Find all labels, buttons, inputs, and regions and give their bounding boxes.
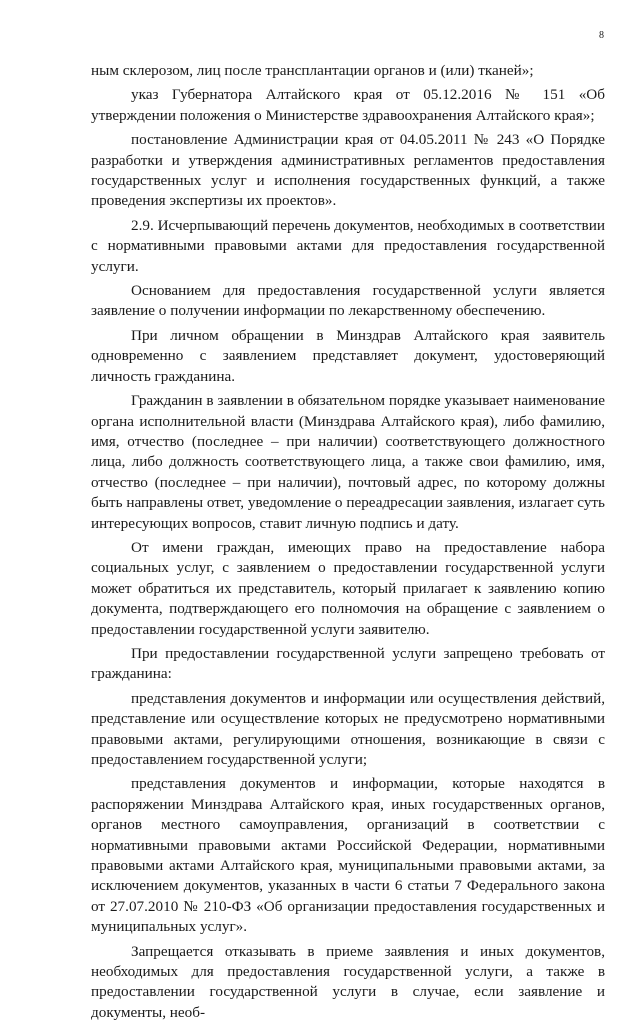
paragraph: При личном обращении в Минздрав Алтайского края заявитель одновременно с заявлением представляет документ, удостоверяющий личность гражданина. [91, 326, 605, 385]
paragraph: Запрещается отказывать в приеме заявления и иных документов, необходимых для предоставления государственной услуги, а также в предоставлении государственной услуги в случае, если заявление и документы, необ- [91, 942, 605, 1021]
paragraph: представления документов и информации или осуществления действий, представление или осуществление которых не предусмотрено нормативными правовыми актами, регулирующими отношения, возникающие в связи с предоставлением государственной услуги; [91, 689, 605, 768]
paragraph: Основанием для предоставления государственной услуги является заявление о получении информации по лекарственному обеспечению. [91, 282, 605, 320]
document-body [91, 61, 605, 1027]
paragraph: указ Губернатора Алтайского края от 05.12.2016 № 151 «Об утверждении положения о Министерстве здравоохранения Алтайского края»; [91, 86, 605, 124]
paragraph: От имени граждан, имеющих право на предоставление набора социальных услуг, с заявлением о предоставлении государственной услуги может обратиться их представитель, который прилагает к заявлению копию документа, подтверждающего его полномочия на обращение с заявлением о предоставлении государственной услуги заявителю. [91, 538, 605, 638]
paragraph: Гражданин в заявлении в обязательном порядке указывает наименование органа исполнительной власти (Минздрава Алтайского края), либо фамилию, имя, отчество (последнее – при наличии) соответствующего должностного лица, либо должность соответствующего лица, а также свои фамилию, имя, отчество (последнее – при наличии), почтовый адрес, по которому должны быть направлены ответ, уведомление о переадресации заявления, излагает суть интересующих вопросов, ставит личную подпись и дату. [91, 392, 605, 532]
paragraph: При предоставлении государственной услуги запрещено требовать от гражданина: [91, 644, 605, 683]
paragraph: представления документов и информации, которые находятся в распоряжении Минздрава Алтайского края, иных государственных органов, органов местного самоуправления, организаций в соответствии с нормативными правовыми актами Российской Федерации, нормативными правовыми актами Алтайского края, муниципальными правовыми актами, за исключением документов, указанных в части 6 статьи 7 Федерального закона от 27.07.2010 № 210-ФЗ «Об организации предоставления государственных и муниципальных услуг». [91, 775, 605, 936]
paragraph: 2.9. Исчерпывающий перечень документов, необходимых в соответствии с нормативными правовыми актами для предоставления государственной услуги. [91, 216, 605, 275]
paragraph: постановление Администрации края от 04.05.2011 № 243 «О Порядке разработки и утверждения административных регламентов предоставления государственных услуг и исполнения государственных функций, а также проведения экспертизы их проектов». [91, 131, 605, 210]
page-number: 8 [599, 30, 604, 41]
paragraph: ным склерозом, лиц после трансплантации органов и (или) тканей»; [91, 62, 534, 79]
